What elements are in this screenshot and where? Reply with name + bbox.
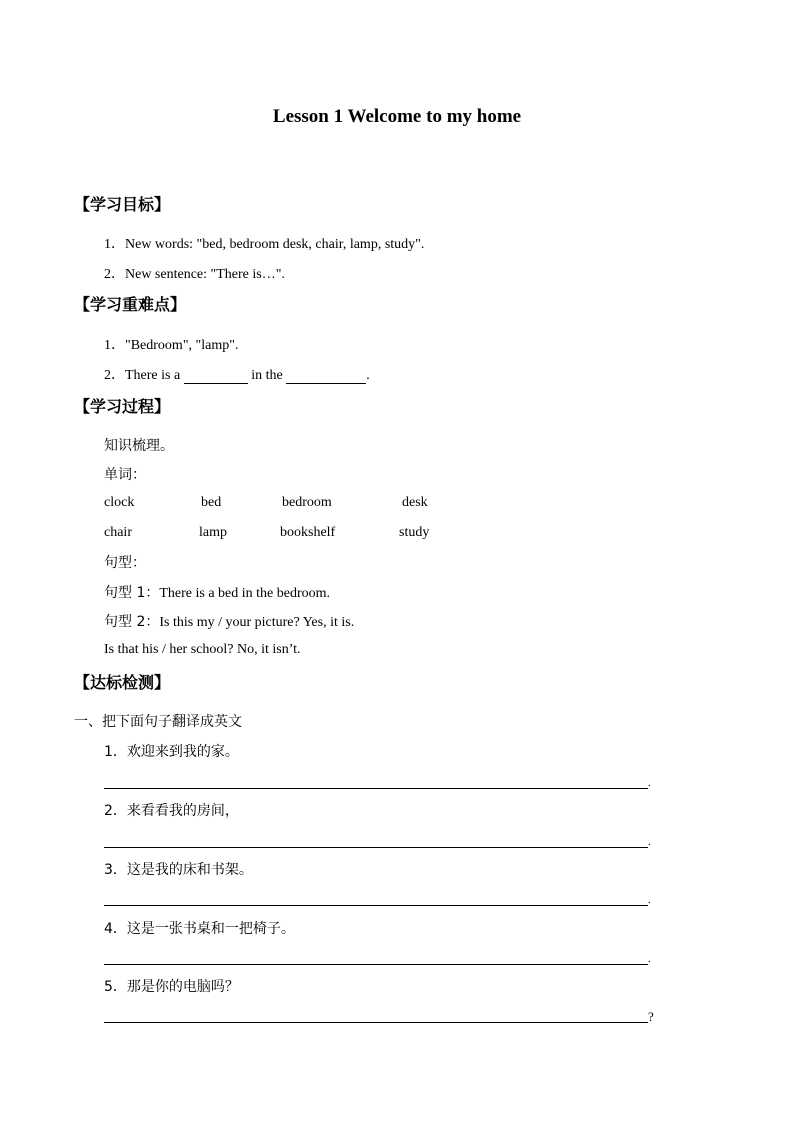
word-chair: chair	[104, 525, 132, 540]
word-bed: bed	[201, 495, 222, 510]
section-heading-test: 【达标检测】	[74, 673, 171, 692]
end-mark-2: .	[648, 836, 651, 848]
pattern-2-label: 句型 2：	[104, 614, 160, 630]
pattern-1-text: There is a bed in the bedroom.	[159, 586, 331, 601]
pattern-1-label: 句型 1：	[104, 585, 160, 601]
page-title: Lesson 1 Welcome to my home	[272, 106, 522, 127]
section-heading-process: 【学习过程】	[74, 397, 171, 416]
words-label: 单词：	[104, 467, 146, 483]
question-1: 1．欢迎来到我的家。	[104, 744, 239, 760]
word-desk: desk	[402, 495, 428, 510]
question-3: 3．这是我的床和书架。	[104, 862, 253, 878]
patterns-label: 句型：	[104, 555, 146, 571]
section-heading-goals: 【学习目标】	[74, 195, 171, 214]
end-mark-3: .	[648, 894, 651, 906]
question-5: 5．那是你的电脑吗？	[104, 979, 239, 995]
key-point-2-end: .	[366, 368, 370, 383]
pattern-2	[104, 611, 354, 631]
key-point-1: 1．"Bedroom", "lamp".	[104, 338, 239, 353]
answer-line-5[interactable]	[104, 1022, 648, 1023]
answer-line-3[interactable]	[104, 905, 648, 906]
question-4: 4．这是一张书桌和一把椅子。	[104, 921, 295, 937]
goal-item-1: 1．New words: "bed, bedroom desk, chair, lamp, study".	[104, 237, 425, 252]
key-point-2	[104, 364, 370, 384]
end-mark-4: .	[648, 953, 651, 965]
fill-blank-2[interactable]	[286, 369, 366, 384]
answer-line-1[interactable]	[104, 788, 648, 789]
answer-line-4[interactable]	[104, 964, 648, 965]
pattern-3: Is that his / her school? No, it isn’t.	[104, 642, 301, 657]
end-mark-5: ?	[648, 1009, 654, 1024]
key-point-2-mid: in the	[251, 368, 283, 383]
pattern-1	[104, 582, 330, 602]
word-clock: clock	[104, 495, 135, 510]
word-lamp: lamp	[199, 525, 227, 540]
word-bedroom: bedroom	[282, 495, 332, 510]
goal-item-2: 2．New sentence: "There is…".	[104, 267, 285, 282]
fill-blank-1[interactable]	[184, 369, 248, 384]
pattern-2-text: Is this my / your picture? Yes, it is.	[159, 615, 355, 630]
process-intro: 知识梳理。	[104, 438, 174, 454]
answer-line-2[interactable]	[104, 847, 648, 848]
section-heading-key-points: 【学习重难点】	[74, 295, 187, 314]
end-mark-1: .	[648, 777, 651, 789]
question-2: 2．来看看我的房间，	[104, 803, 239, 819]
test-part1-title: 一、把下面句子翻译成英文	[74, 714, 242, 730]
key-point-2-prefix: 2．There is a	[104, 368, 181, 383]
word-study: study	[399, 525, 430, 540]
word-bookshelf: bookshelf	[280, 525, 336, 540]
